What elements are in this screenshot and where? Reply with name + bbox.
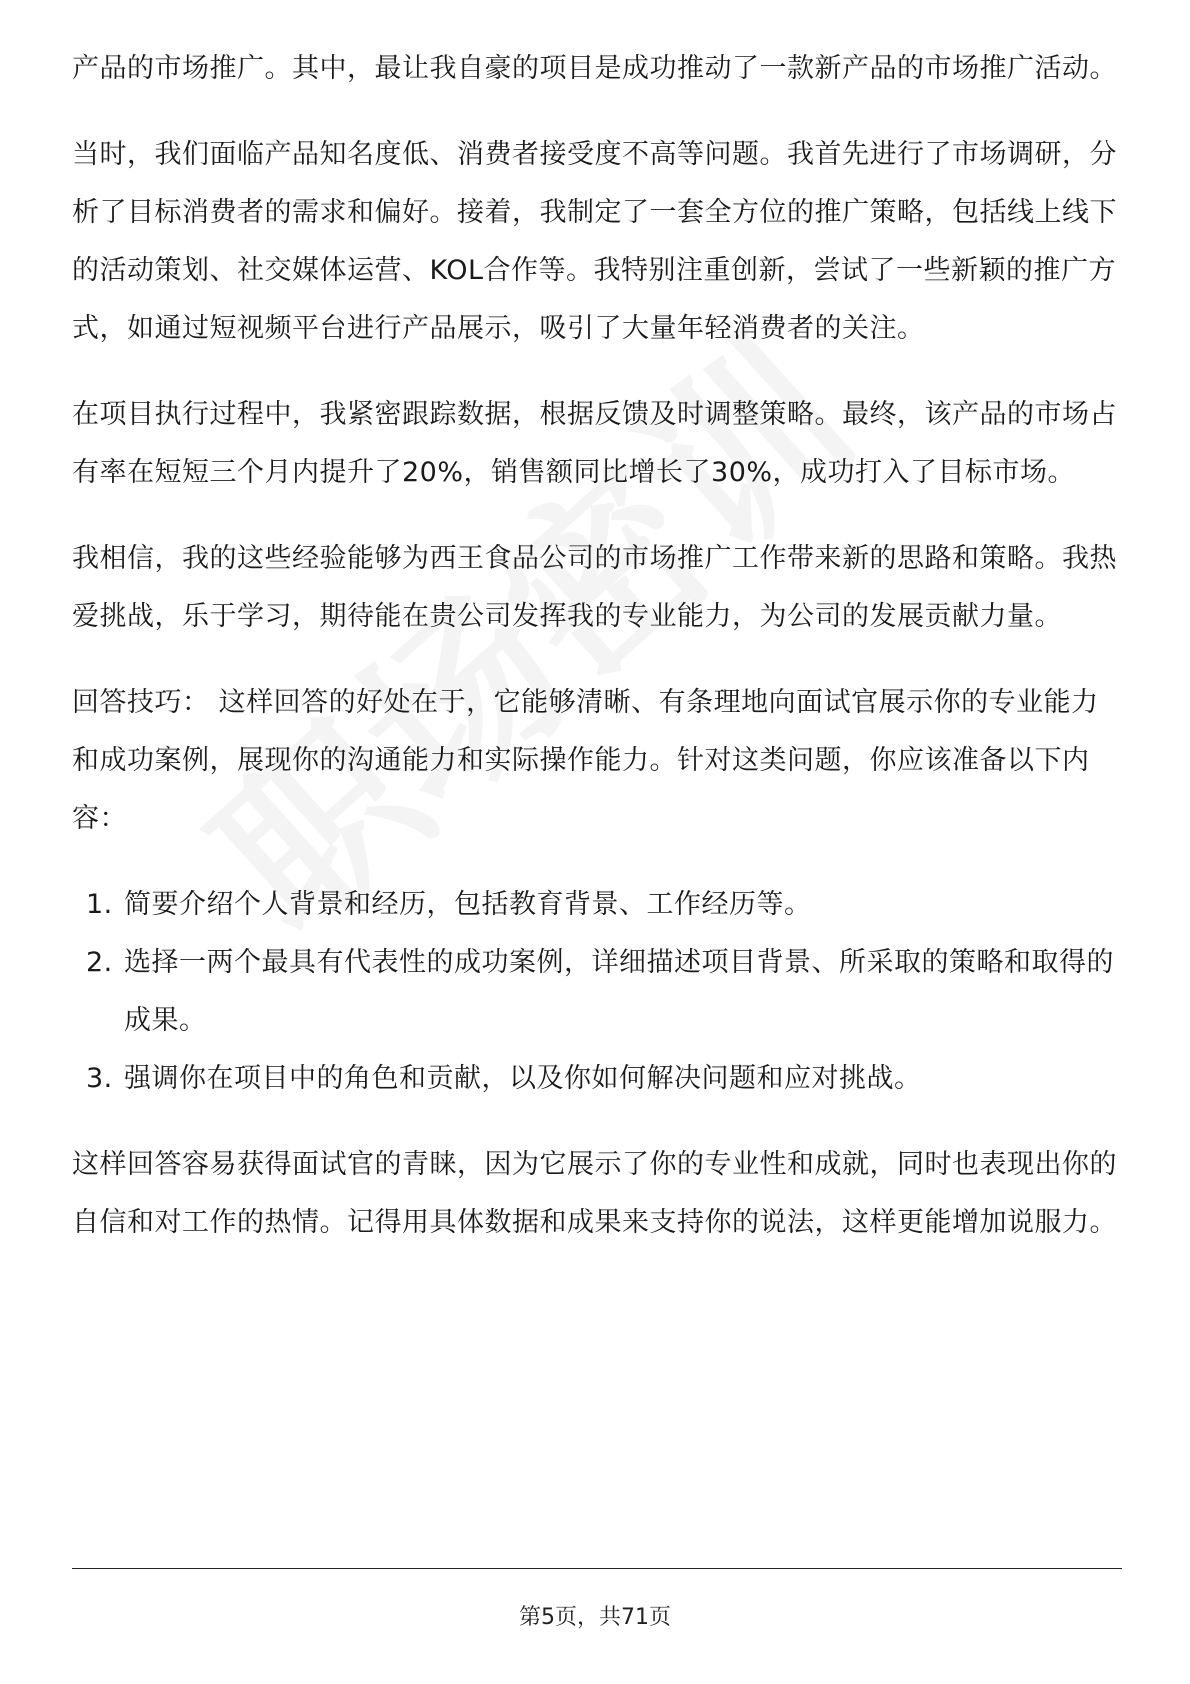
document-body [72, 40, 1122, 1280]
list-item-text: 强调你在项目中的角色和贡献，以及你如何解决问题和应对挑战。 [124, 1063, 922, 1094]
paragraph-answer-tips: 回答技巧： 这样回答的好处在于，它能够清晰、有条理地向面试官展示你的专业能力和成功案例，展现你的沟通能力和实际操作能力。针对这类问题，你应该准备以下内容： [72, 687, 1099, 834]
list-item-number: 3. [86, 1063, 113, 1094]
paragraph-background: 当时，我们面临产品知名度低、消费者接受度不高等问题。我首先进行了市场调研，分析了目标消费者的需求和偏好。接着，我制定了一套全方位的推广策略，包括线上线下的活动策划、社交媒体运营、KOL合作等。我特别注重创新，尝试了一些新颖的推广方式，如通过短视频平台进行产品展示，吸引了大量年轻消费者的关注。 [72, 139, 1117, 344]
page-number: 第5页，共71页 [519, 1605, 671, 1630]
paragraph-results: 在项目执行过程中，我紧密跟踪数据，根据反馈及时调整策略。最终，该产品的市场占有率在短短三个月内提升了20%，销售额同比增长了30%，成功打入了目标市场。 [72, 399, 1117, 488]
paragraph-conclusion: 我相信，我的这些经验能够为西王食品公司的市场推广工作带来新的思路和策略。我热爱挑战，乐于学习，期待能在贵公司发挥我的专业能力，为公司的发展贡献力量。 [72, 543, 1117, 632]
footer-divider [72, 1568, 1122, 1569]
list-item-text: 选择一两个最具有代表性的成功案例，详细描述项目背景、所采取的策略和取得的成果。 [124, 947, 1114, 1036]
list-item-number: 1. [86, 889, 113, 920]
paragraph-intro: 产品的市场推广。其中，最让我自豪的项目是成功推动了一款新产品的市场推广活动。 [72, 53, 1117, 84]
list-item-number: 2. [86, 947, 113, 978]
list-item [72, 1050, 1122, 1108]
list-item-text: 简要介绍个人背景和经历，包括教育背景、工作经历等。 [124, 889, 812, 920]
list-item [72, 876, 1122, 934]
list-item [72, 934, 1122, 1050]
paragraph-closing: 这样回答容易获得面试官的青睐，因为它展示了你的专业性和成就，同时也表现出你的自信和对工作的热情。记得用具体数据和成果来支持你的说法，这样更能增加说服力。 [72, 1149, 1117, 1238]
tips-list [72, 876, 1122, 1108]
